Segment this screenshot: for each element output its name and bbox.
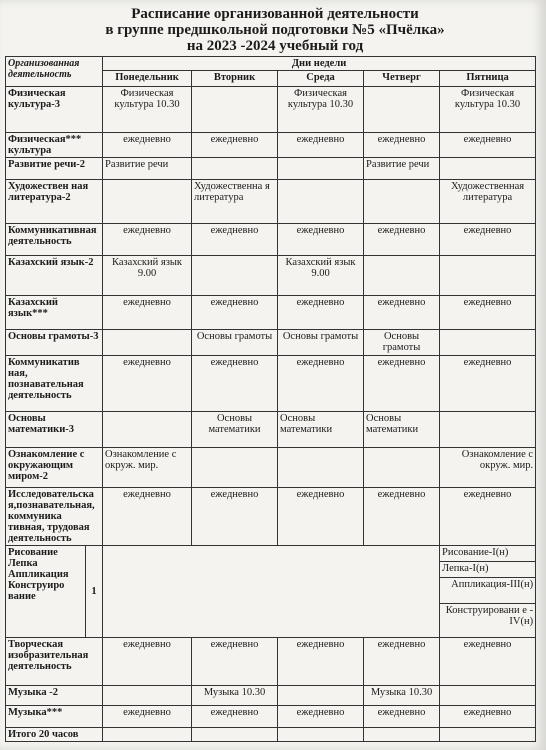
table-row bbox=[6, 133, 536, 158]
table-cell bbox=[440, 158, 536, 180]
table-cell: ежедневно bbox=[440, 296, 536, 330]
row-label: Физическая*** культура bbox=[6, 133, 103, 158]
table-row bbox=[6, 180, 536, 224]
table-cell bbox=[103, 546, 440, 638]
table-cell bbox=[103, 728, 192, 742]
table-cell bbox=[103, 412, 192, 448]
table-row bbox=[6, 546, 536, 562]
table-cell: Физическая культура 10.30 bbox=[440, 87, 536, 133]
table-cell bbox=[278, 728, 364, 742]
table-cell: Казахский язык 9.00 bbox=[103, 256, 192, 296]
row-label: Музыка*** bbox=[6, 706, 103, 728]
art-count: 1 bbox=[86, 546, 103, 638]
table-cell: ежедневно bbox=[192, 133, 278, 158]
day-monday: Понедельник bbox=[103, 71, 192, 87]
schedule-table bbox=[5, 56, 536, 742]
table-cell bbox=[440, 686, 536, 706]
table-cell: ежедневно bbox=[364, 488, 440, 546]
table-cell: ежедневно bbox=[440, 638, 536, 686]
table-cell: ежедневно bbox=[364, 224, 440, 256]
table-cell: Развитие речи bbox=[103, 158, 192, 180]
table-cell: ежедневно bbox=[192, 296, 278, 330]
row-label: Основы грамоты-3 bbox=[6, 330, 103, 356]
table-cell bbox=[192, 728, 278, 742]
table-cell bbox=[364, 87, 440, 133]
table-cell: ежедневно bbox=[103, 706, 192, 728]
table-cell bbox=[364, 180, 440, 224]
table-cell: Аппликация-III(н) bbox=[440, 578, 536, 604]
days-header: Дни недели bbox=[103, 57, 536, 71]
table-cell: ежедневно bbox=[278, 638, 364, 686]
table-row bbox=[6, 356, 536, 412]
row-label: Музыка -2 bbox=[6, 686, 103, 706]
table-cell bbox=[278, 180, 364, 224]
table-cell: Музыка 10.30 bbox=[364, 686, 440, 706]
table-cell: ежедневно bbox=[278, 488, 364, 546]
table-cell: ежедневно bbox=[364, 706, 440, 728]
header-row-1 bbox=[6, 57, 536, 71]
row-label: Коммуникативная деятельность bbox=[6, 224, 103, 256]
table-row bbox=[6, 158, 536, 180]
row-label: Коммуникатив ная, познавательная деятельность bbox=[6, 356, 103, 412]
table-cell: Физическая культура 10.30 bbox=[103, 87, 192, 133]
table-cell bbox=[103, 686, 192, 706]
table-cell bbox=[364, 256, 440, 296]
table-cell bbox=[440, 256, 536, 296]
table-cell: Музыка 10.30 bbox=[192, 686, 278, 706]
table-cell: Основы математики bbox=[278, 412, 364, 448]
title-line-2: в группе предшкольной подготовки №5 «Пчёлка» bbox=[105, 22, 445, 38]
table-cell: Художественна я литература bbox=[192, 180, 278, 224]
table-cell: Казахский язык 9.00 bbox=[278, 256, 364, 296]
table-cell: Основы математики bbox=[192, 412, 278, 448]
day-friday: Пятница bbox=[440, 71, 536, 87]
total-row bbox=[6, 728, 536, 742]
title-line-3: на 2023 -2024 учебный год bbox=[186, 38, 364, 54]
day-thursday: Четверг bbox=[364, 71, 440, 87]
table-row bbox=[6, 412, 536, 448]
table-cell bbox=[192, 256, 278, 296]
table-cell: ежедневно bbox=[278, 296, 364, 330]
table-cell bbox=[440, 412, 536, 448]
table-cell bbox=[278, 158, 364, 180]
table-cell: ежедневно bbox=[278, 133, 364, 158]
table-cell: ежедневно bbox=[440, 706, 536, 728]
table-cell: ежедневно bbox=[192, 706, 278, 728]
total-label: Итого 20 часов bbox=[6, 728, 103, 742]
row-label: Развитие речи-2 bbox=[6, 158, 103, 180]
table-cell: ежедневно bbox=[278, 356, 364, 412]
document-title bbox=[60, 6, 490, 54]
table-row bbox=[6, 330, 536, 356]
table-cell bbox=[440, 330, 536, 356]
table-cell bbox=[192, 87, 278, 133]
table-cell: ежедневно bbox=[103, 638, 192, 686]
table-cell: ежедневно bbox=[192, 488, 278, 546]
row-label: Исследовательска я,познавательная, коммуника тивная, трудовая деятельность bbox=[6, 488, 103, 546]
table-cell: Ознакомление с окруж. мир. bbox=[103, 448, 192, 488]
table-cell: Основы математики bbox=[364, 412, 440, 448]
table-cell: Конструировани е -IV(н) bbox=[440, 604, 536, 638]
table-cell bbox=[103, 180, 192, 224]
day-tuesday: Вторник bbox=[192, 71, 278, 87]
day-wednesday: Среда bbox=[278, 71, 364, 87]
table-row bbox=[6, 686, 536, 706]
table-cell bbox=[440, 728, 536, 742]
row-label: Рисование Лепка Аппликация Конструиро вание bbox=[6, 546, 86, 638]
table-cell: ежедневно bbox=[103, 224, 192, 256]
row-label: Основы математики-3 bbox=[6, 412, 103, 448]
table-row bbox=[6, 256, 536, 296]
table-cell: Ознакомление с окруж. мир. bbox=[440, 448, 536, 488]
table-cell: ежедневно bbox=[440, 488, 536, 546]
corner-header: Организованная деятельность bbox=[6, 57, 103, 87]
table-cell bbox=[364, 448, 440, 488]
row-label: Казахский язык*** bbox=[6, 296, 103, 330]
table-cell: ежедневно bbox=[278, 224, 364, 256]
table-cell: Физическая культура 10.30 bbox=[278, 87, 364, 133]
table-cell: ежедневно bbox=[103, 296, 192, 330]
table-cell: ежедневно bbox=[103, 488, 192, 546]
table-cell: ежедневно bbox=[364, 356, 440, 412]
table-row bbox=[6, 488, 536, 546]
table-cell: ежедневно bbox=[440, 356, 536, 412]
table-cell: Рисование-I(н) bbox=[440, 546, 536, 562]
table-cell: ежедневно bbox=[364, 133, 440, 158]
table-cell: ежедневно bbox=[440, 133, 536, 158]
table-cell: ежедневно bbox=[364, 296, 440, 330]
table-cell: Художественная литература bbox=[440, 180, 536, 224]
table-cell: ежедневно bbox=[103, 133, 192, 158]
table-cell: Развитие речи bbox=[364, 158, 440, 180]
table-cell: ежедневно bbox=[278, 706, 364, 728]
table-cell: ежедневно bbox=[192, 356, 278, 412]
table-cell bbox=[192, 448, 278, 488]
row-label: Физическая культура-3 bbox=[6, 87, 103, 133]
table-cell: ежедневно bbox=[192, 224, 278, 256]
row-label: Творческая изобразительная деятельность bbox=[6, 638, 103, 686]
table-cell bbox=[103, 330, 192, 356]
table-row bbox=[6, 87, 536, 133]
table-cell: ежедневно bbox=[440, 224, 536, 256]
title-line-1: Расписание организованной деятельности bbox=[131, 6, 419, 22]
table-cell: Основы грамоты bbox=[364, 330, 440, 356]
table-cell bbox=[364, 728, 440, 742]
table-row bbox=[6, 706, 536, 728]
table-row bbox=[6, 638, 536, 686]
table-cell: ежедневно bbox=[192, 638, 278, 686]
table-row bbox=[6, 448, 536, 488]
table-cell: Лепка-I(н) bbox=[440, 562, 536, 578]
table-cell bbox=[278, 686, 364, 706]
table-cell: Основы грамоты bbox=[192, 330, 278, 356]
row-label: Казахский язык-2 bbox=[6, 256, 103, 296]
table-cell: Основы грамоты bbox=[278, 330, 364, 356]
table-row bbox=[6, 224, 536, 256]
table-row bbox=[6, 296, 536, 330]
row-label: Ознакомление с окружающим миром-2 bbox=[6, 448, 103, 488]
table-cell: ежедневно bbox=[103, 356, 192, 412]
row-label: Художествен ная литература-2 bbox=[6, 180, 103, 224]
table-cell bbox=[192, 158, 278, 180]
table-cell: ежедневно bbox=[364, 638, 440, 686]
table-cell bbox=[278, 448, 364, 488]
